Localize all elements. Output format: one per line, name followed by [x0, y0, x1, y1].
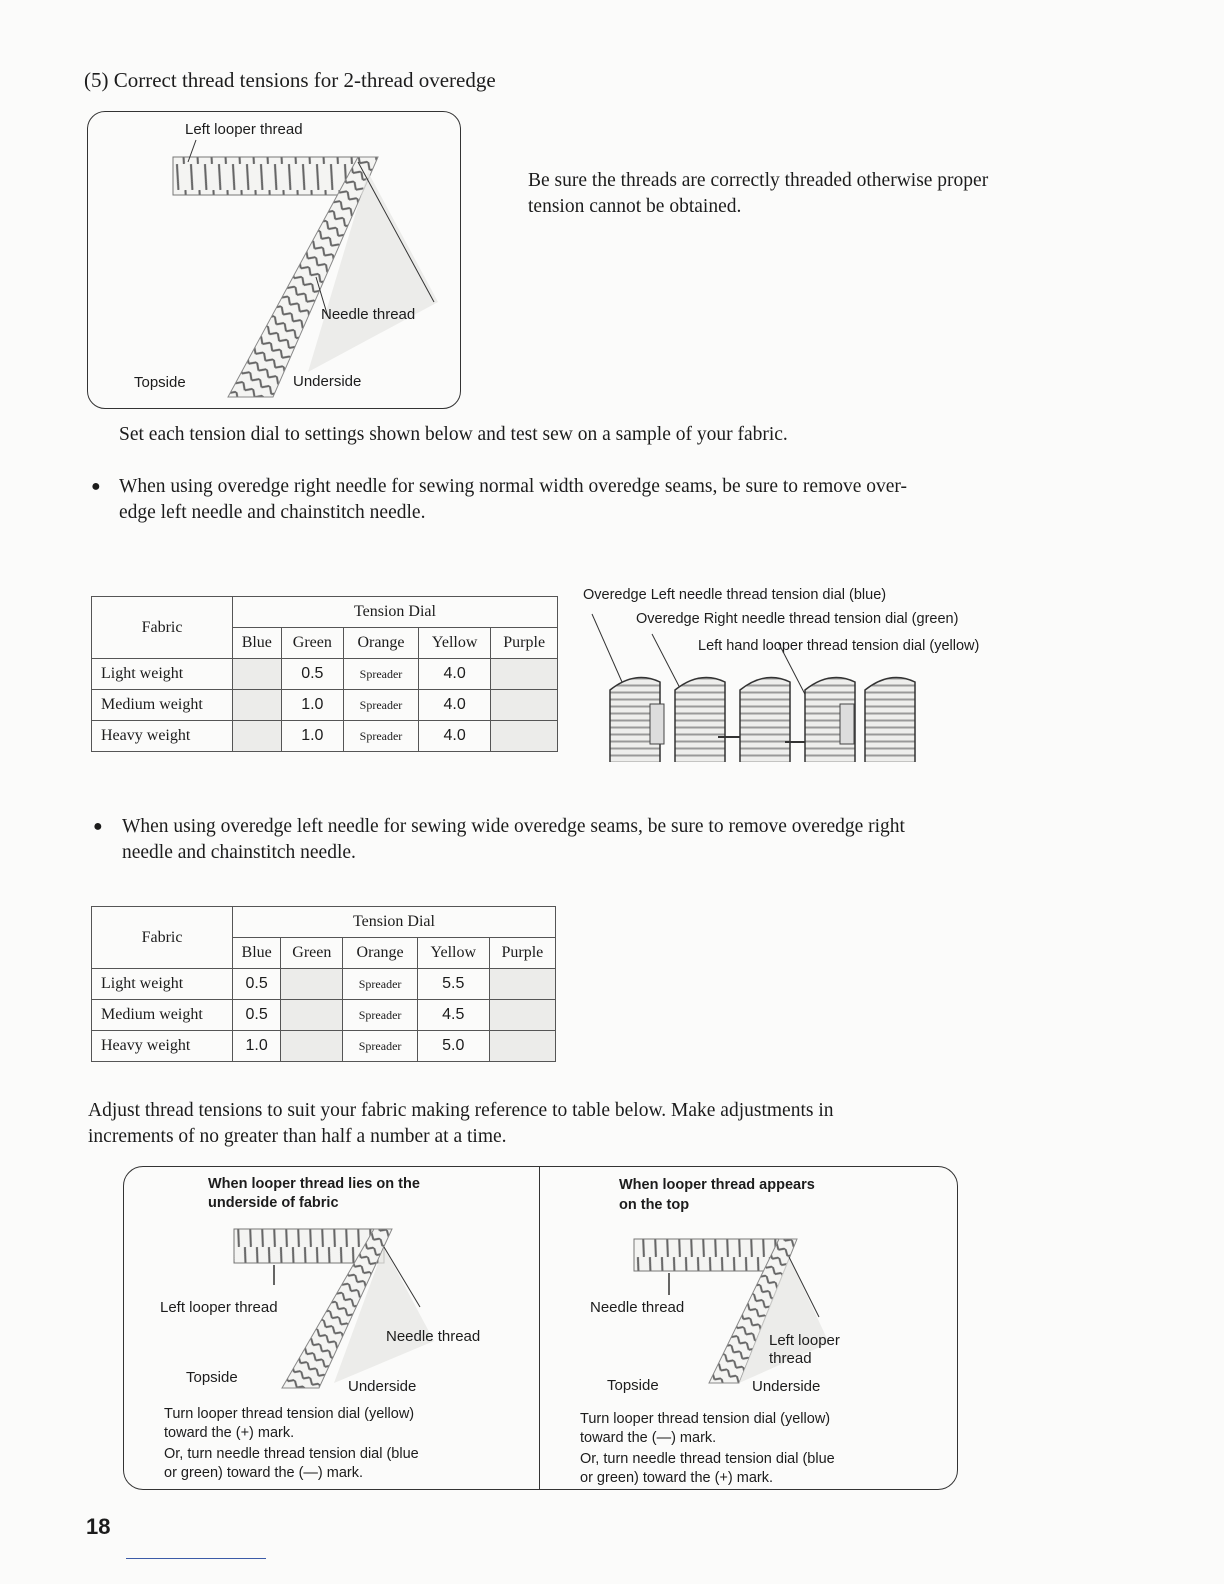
left-looper-label-line1: Left looper — [769, 1332, 840, 1349]
bullet-normal-width-line2: edge left needle and chainstitch needle. — [119, 502, 426, 523]
dial-header-orange: Orange — [344, 628, 419, 659]
looper-underside-advice-line2: toward the (+) mark. — [164, 1425, 295, 1441]
fabric-cell: Light weight — [92, 659, 233, 690]
looper-top-advice-line2: toward the (—) mark. — [580, 1430, 717, 1446]
dial-header-purple: Purple — [489, 938, 555, 969]
tension-dial-header: Tension Dial — [233, 907, 556, 938]
table-row — [92, 690, 558, 721]
looper-top-advice-line1: Turn looper thread tension dial (yellow) — [580, 1411, 831, 1427]
adjustment-divider — [539, 1167, 540, 1489]
adjust-paragraph-line2: increments of no greater than half a number at a time. — [88, 1126, 507, 1147]
page-number: 18 — [86, 1514, 111, 1539]
footer-rule — [126, 1558, 266, 1559]
tension-dials-illustration — [590, 612, 920, 762]
fabric-cell: Heavy weight — [92, 1031, 233, 1062]
needle-thread-label: Needle thread — [590, 1299, 685, 1316]
dial-header-yellow: Yellow — [417, 938, 489, 969]
blue-cell — [233, 690, 282, 721]
looper-top-illustration — [629, 1233, 869, 1403]
fabric-cell: Light weight — [92, 969, 233, 1000]
topside-label: Topside — [186, 1369, 238, 1386]
orange-cell: Spreader — [344, 690, 419, 721]
green-cell — [281, 969, 343, 1000]
left-looper-dial-label: Left hand looper thread tension dial (yellow) — [698, 638, 980, 654]
bullet-dot: ● — [93, 818, 103, 835]
table-row — [92, 1000, 556, 1031]
dial-header-blue: Blue — [233, 628, 282, 659]
threading-note: Be sure the threads are correctly threaded otherwise proper tension cannot be obtained. — [528, 170, 989, 217]
left-looper-thread-label: Left looper thread — [160, 1299, 278, 1316]
purple-cell — [491, 659, 558, 690]
adjust-paragraph-line1: Adjust thread tensions to suit your fabric making reference to table below. Make adjustments in — [88, 1100, 834, 1121]
table-row — [92, 659, 558, 690]
underside-label: Underside — [752, 1378, 821, 1395]
fabric-cell: Medium weight — [92, 690, 233, 721]
blue-cell: 1.0 — [233, 1031, 281, 1062]
table-row — [92, 1031, 556, 1062]
purple-cell — [491, 721, 558, 752]
looper-underside-advice-line3: Or, turn needle thread tension dial (blue — [164, 1446, 419, 1462]
fabric-cell: Medium weight — [92, 1000, 233, 1031]
thread-diagram-frame — [87, 111, 461, 409]
overedge-stitch-illustration — [88, 112, 460, 408]
orange-cell: Spreader — [344, 659, 419, 690]
test-sew-instruction: Set each tension dial to settings shown below and test sew on a sample of your fabric. — [119, 424, 788, 445]
yellow-cell: 4.0 — [418, 690, 490, 721]
bullet-wide-seam-line2: needle and chainstitch needle. — [122, 842, 356, 863]
purple-cell — [489, 969, 555, 1000]
right-needle-dial-label: Overedge Right needle thread tension dial (green) — [636, 611, 959, 627]
underside-label: Underside — [348, 1378, 417, 1395]
topside-label: Topside — [134, 374, 186, 391]
tension-table-left-needle — [91, 906, 556, 1062]
looper-underside-advice-line1: Turn looper thread tension dial (yellow) — [164, 1406, 415, 1422]
purple-cell — [491, 690, 558, 721]
tension-table-right-needle — [91, 596, 558, 752]
looper-underside-heading-line2: underside of fabric — [208, 1195, 339, 1211]
left-needle-dial-label: Overedge Left needle thread tension dial (blue) — [583, 587, 887, 603]
purple-cell — [489, 1000, 555, 1031]
yellow-cell: 4.0 — [418, 659, 490, 690]
needle-thread-label: Needle thread — [321, 306, 416, 323]
orange-cell: Spreader — [343, 969, 417, 1000]
fabric-header: Fabric — [92, 907, 233, 969]
yellow-cell: 5.0 — [417, 1031, 489, 1062]
blue-cell: 0.5 — [233, 969, 281, 1000]
dial-header-green: Green — [281, 628, 343, 659]
looper-underside-advice-line4: or green) toward the (—) mark. — [164, 1465, 364, 1481]
green-cell: 0.5 — [281, 659, 343, 690]
looper-top-advice-line3: Or, turn needle thread tension dial (blue — [580, 1451, 835, 1467]
underside-label: Underside — [293, 373, 362, 390]
bullet-dot: ● — [91, 478, 101, 495]
fabric-header: Fabric — [92, 597, 233, 659]
blue-cell: 0.5 — [233, 1000, 281, 1031]
orange-cell: Spreader — [343, 1031, 417, 1062]
green-cell — [281, 1000, 343, 1031]
adjustment-guide-box — [123, 1166, 958, 1490]
left-looper-thread-label: Left looper thread — [185, 121, 303, 138]
dial-header-blue: Blue — [233, 938, 281, 969]
dial-header-yellow: Yellow — [418, 628, 490, 659]
yellow-cell: 5.5 — [417, 969, 489, 1000]
dial-header-orange: Orange — [343, 938, 417, 969]
looper-top-advice-line4: or green) toward the (+) mark. — [580, 1470, 774, 1486]
blue-cell — [233, 721, 282, 752]
orange-cell: Spreader — [343, 1000, 417, 1031]
table-row — [92, 721, 558, 752]
table-row — [92, 969, 556, 1000]
bullet-normal-width-line1: When using overedge right needle for sewing normal width overedge seams, be sure to remove over- — [119, 476, 908, 497]
left-looper-label-line2: thread — [769, 1350, 812, 1367]
green-cell: 1.0 — [281, 721, 343, 752]
bullet-wide-seam-line1: When using overedge left needle for sewing wide overedge seams, be sure to remove overedge right — [122, 816, 905, 837]
dial-header-purple: Purple — [491, 628, 558, 659]
blue-cell — [233, 659, 282, 690]
orange-cell: Spreader — [344, 721, 419, 752]
looper-top-heading-line1: When looper thread appears — [619, 1177, 815, 1193]
tension-dial-header: Tension Dial — [233, 597, 558, 628]
yellow-cell: 4.5 — [417, 1000, 489, 1031]
needle-thread-label: Needle thread — [386, 1328, 481, 1345]
topside-label: Topside — [607, 1377, 659, 1394]
green-cell: 1.0 — [281, 690, 343, 721]
fabric-cell: Heavy weight — [92, 721, 233, 752]
yellow-cell: 4.0 — [418, 721, 490, 752]
dial-header-green: Green — [281, 938, 343, 969]
looper-top-heading-line2: on the top — [619, 1197, 690, 1213]
section-heading: (5) Correct thread tensions for 2-thread overedge — [84, 68, 496, 92]
purple-cell — [489, 1031, 555, 1062]
looper-underside-heading-line1: When looper thread lies on the — [208, 1176, 420, 1192]
green-cell — [281, 1031, 343, 1062]
